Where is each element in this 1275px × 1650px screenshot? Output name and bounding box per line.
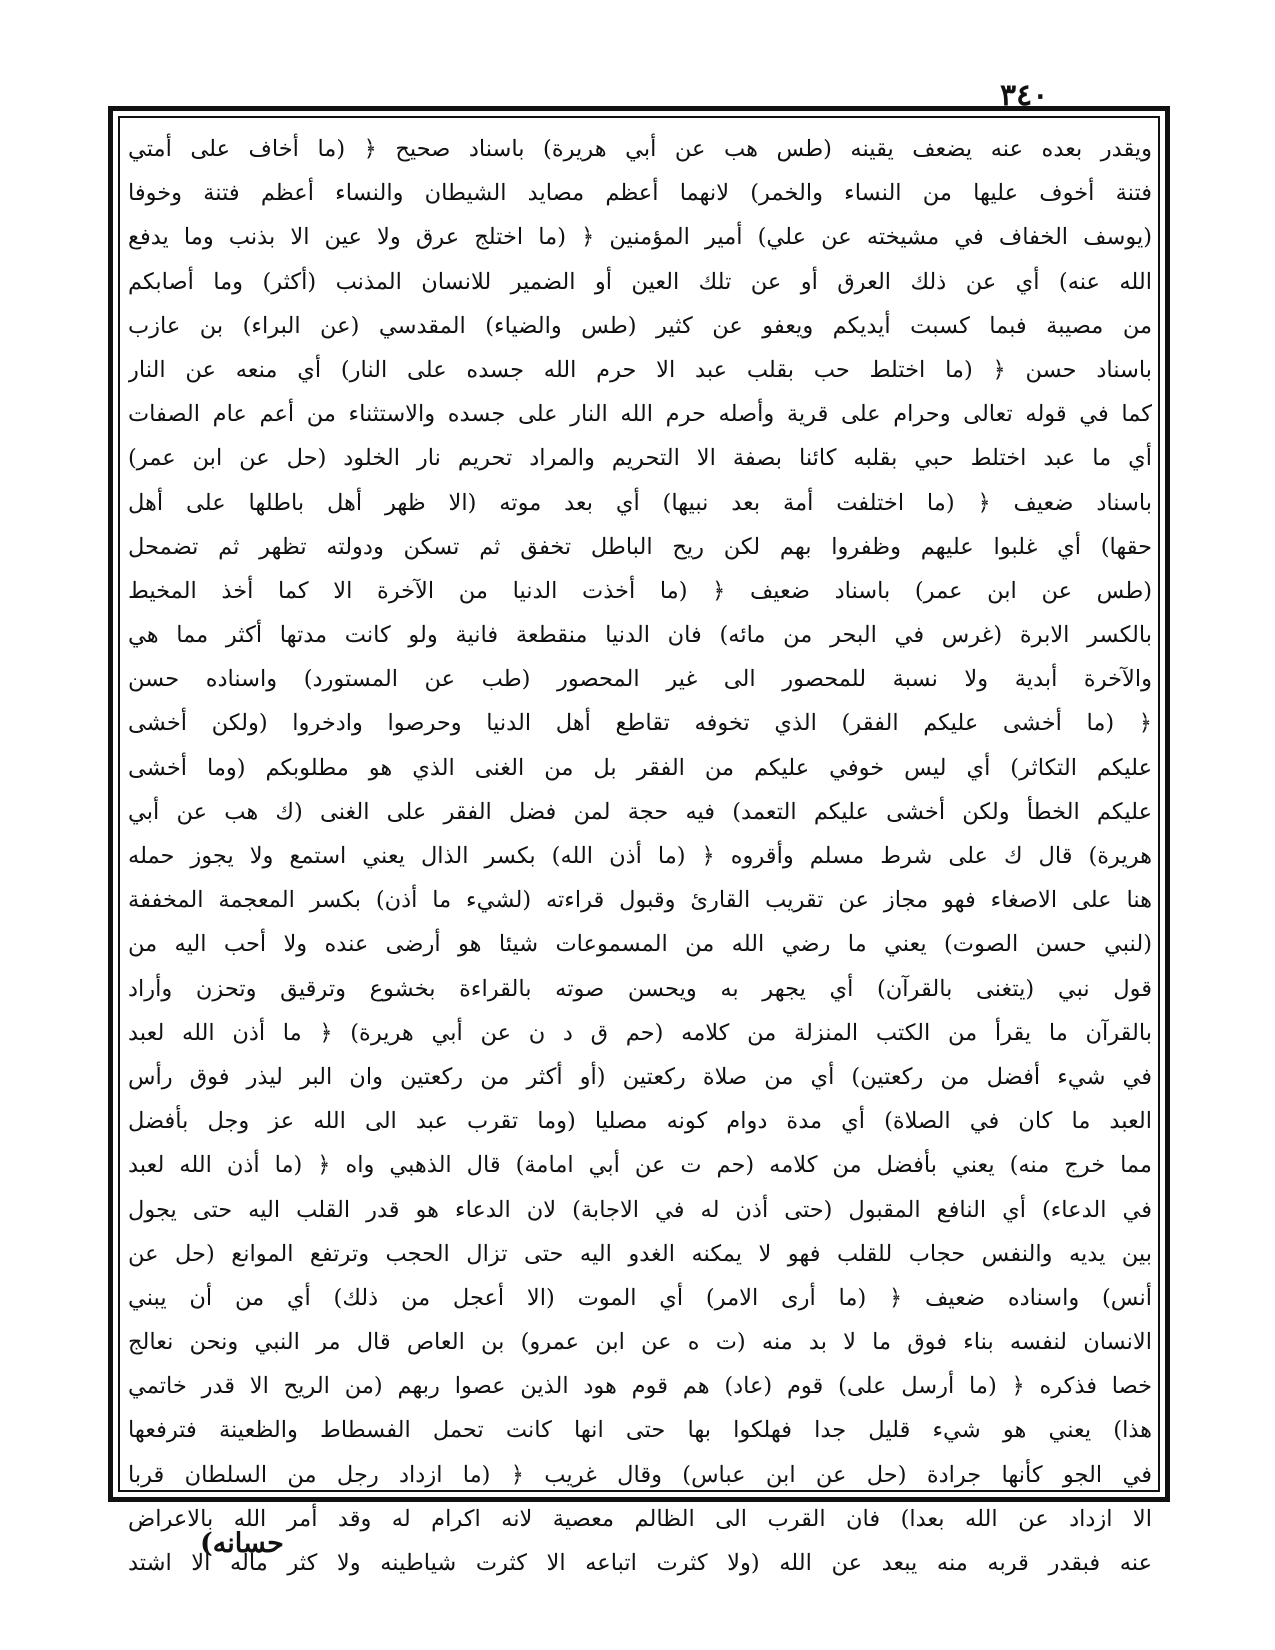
text-line: الانسان لنفسه بناء فوق ما لا بد منه (ت ه عن ابن عمرو) بن العاص قال مر النبي ونحن نعالج bbox=[128, 1329, 1152, 1356]
text-line: بالكسر الابرة (غرس في البحر من مائه) فان الدنيا منقطعة فانية ولو كانت مدتها أكثر مما هي bbox=[128, 622, 1152, 649]
text-block bbox=[128, 127, 1152, 1585]
text-line: بين يديه والنفس حجاب للقلب فهو لا يمكنه الغدو اليه حتى تزال الحجب وترتفع الموانع (حل عن bbox=[128, 1240, 1152, 1267]
text-line: (لنبي حسن الصوت) يعني ما رضي الله من المسموعات شيئا هو أرضى عنده ولا أحب اليه من bbox=[128, 931, 1152, 958]
text-line: هريرة) قال ك على شرط مسلم وأقروه ﴿ (ما أذن الله) بكسر الذال يعني استمع ولا يجوز حمله bbox=[128, 843, 1152, 869]
page-number: ٣٤٠ bbox=[1000, 78, 1049, 113]
text-line: قول نبي (يتغنى بالقرآن) أي يجهر به ويحسن صوته بالقراءة بخشوع وترقيق وتحزن وأراد bbox=[128, 975, 1152, 1002]
text-line: باسناد ضعيف ﴿ (ما اختلفت أمة بعد نبيها) أي بعد موته (الا ظهر أهل باطلها على أهل bbox=[128, 489, 1152, 516]
catchword: حسانه) bbox=[200, 1528, 284, 1559]
text-line: باسناد حسن ﴿ (ما اختلط حب بقلب عبد الا حرم الله جسده على النار) أي منعه عن النار bbox=[128, 356, 1152, 383]
text-line: أنس) واسناده ضعيف ﴿ (ما أرى الامر) أي الموت (الا أعجل من ذلك) أي من أن يبني bbox=[128, 1284, 1152, 1311]
text-line: كما في قوله تعالى وحرام على قرية وأصله حرم الله النار على جسده والاستثناء من أعم عام الصفات bbox=[128, 401, 1152, 428]
text-line: فتنة أخوف عليها من النساء والخمر) لانهما أعظم مصايد الشيطان والنساء أعظم فتنة وخوفا bbox=[128, 180, 1152, 207]
text-line: ويقدر بعده عنه يضعف يقينه (طس هب عن أبي هريرة) باسناد صحيح ﴿ (ما أخاف على أمتي bbox=[128, 136, 1152, 162]
text-line: هنا على الاصغاء فهو مجاز عن تقريب القارئ وقبول قراءته (لشيء ما أذن) بكسر المعجمة المخففة bbox=[128, 887, 1152, 914]
text-line: من مصيبة فبما كسبت أيديكم ويعفو عن كثير (طس والضياء) المقدسي (عن البراء) بن عازب bbox=[128, 312, 1152, 339]
text-line: عليكم الخطأ ولكن أخشى عليكم التعمد) فيه حجة لمن فضل الفقر على الغنى (ك هب عن أبي bbox=[128, 798, 1152, 825]
text-line: بالقرآن ما يقرأ من الكتب المنزلة من كلامه (حم ق د ن عن أبي هريرة) ﴿ ما أذن الله لعبد bbox=[128, 1019, 1152, 1046]
text-line: عنه فبقدر قربه منه يبعد عن الله (ولا كثرت اتباعه الا كثرت شياطينه ولا كثر ماله الا اشتد bbox=[128, 1550, 1152, 1576]
text-line: مما خرج منه) يعني بأفضل من كلامه (حم ت عن أبي امامة) قال الذهبي واه ﴿ (ما أذن الله لعبد bbox=[128, 1152, 1152, 1179]
text-line: في الدعاء) أي النافع المقبول (حتى أذن له في الاجابة) لان الدعاء هو قدر القلب اليه حتى يجول bbox=[128, 1196, 1152, 1223]
text-line: في شيء أفضل من ركعتين) أي من صلاة ركعتين (أو أكثر من ركعتين وان البر ليذر فوق رأس bbox=[128, 1063, 1152, 1090]
text-line: (طس عن ابن عمر) باسناد ضعيف ﴿ (ما أخذت الدنيا من الآخرة الا كما أخذ المخيط bbox=[128, 577, 1152, 604]
text-line: عليكم التكاثر) أي ليس خوفي عليكم من الفقر بل من الغنى الذي هو مطلوبكم (وما أخشى bbox=[128, 754, 1152, 781]
text-line: حقها) أي غلبوا عليهم وظفروا بهم لكن ريح الباطل تخفق ثم تسكن ودولته تظهر ثم تضمحل bbox=[128, 533, 1152, 560]
text-line: ﴿ (ما أخشى عليكم الفقر) الذي تخوفه تقاطع أهل الدنيا وحرصوا وادخروا (ولكن أخشى bbox=[128, 710, 1152, 737]
text-line: خصا فذكره ﴿ (ما أرسل على) قوم (عاد) هم قوم هود الذين عصوا ربهم (من الريح الا قدر خاتمي bbox=[128, 1373, 1152, 1400]
text-line: الا ازداد عن الله بعدا) فان القرب الى الظالم معصية لانه اكرام له وقد أمر الله بالاعراض bbox=[128, 1505, 1152, 1532]
text-line: (يوسف الخفاف في مشيخته عن علي) أمير المؤمنين ﴿ (ما اختلج عرق ولا عين الا بذنب وما يدفع bbox=[128, 224, 1152, 251]
text-line: هذا) يعني هو شيء قليل جدا فهلكوا بها حتى انها كانت تحمل الفسطاط والظعينة فترفعها bbox=[128, 1417, 1152, 1444]
text-line: العبد ما كان في الصلاة) أي مدة دوام كونه مصليا (وما تقرب عبد الى الله عز وجل بأفضل bbox=[128, 1108, 1152, 1135]
text-line: الله عنه) أي عن ذلك العرق أو عن تلك العين أو الضمير للانسان المذنب (أكثر) وما أصابكم bbox=[128, 268, 1152, 295]
text-line: في الجو كأنها جرادة (حل عن ابن عباس) وقال غريب ﴿ (ما ازداد رجل من السلطان قربا bbox=[128, 1461, 1152, 1488]
text-line: أي ما عبد اختلط حبي بقلبه كائنا بصفة الا التحريم والمراد تحريم نار الخلود (حل عن ابن عمر) bbox=[128, 445, 1152, 472]
text-line: والآخرة أبدية ولا نسبة للمحصور الى غير المحصور (طب عن المستورد) واسناده حسن bbox=[128, 666, 1152, 693]
